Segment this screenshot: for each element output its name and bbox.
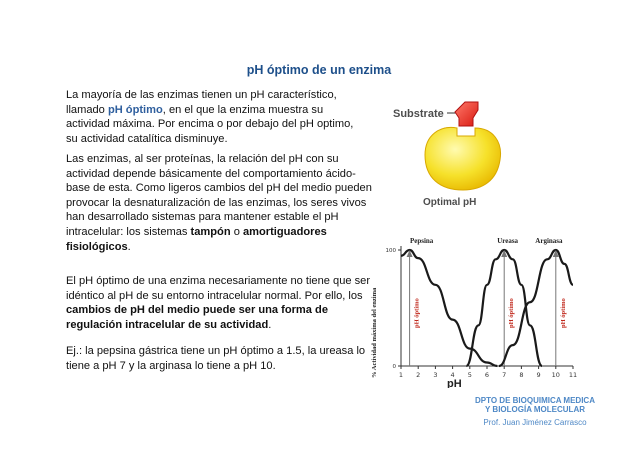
- y-tick-label: 100: [385, 248, 396, 254]
- x-tick-label: 11: [568, 371, 578, 379]
- regulation-text-1: El pH óptimo de una enzima necesariamente no tiene que ser idéntico al pH de su entorno intracelular normal. Por ello, los: [66, 275, 371, 302]
- regulation-text-2: .: [268, 318, 272, 331]
- substrate-shape: [455, 102, 478, 126]
- series-name-ureasa: Ureasa: [497, 237, 519, 245]
- x-tick-label: 7: [502, 371, 507, 379]
- x-tick-label: 5: [467, 371, 472, 379]
- page-title: pH óptimo de un enzima: [246, 63, 392, 77]
- department-line-1: DPTO DE BIOQUIMICA MEDICA: [474, 396, 595, 405]
- enzyme-illustration: [385, 90, 525, 210]
- optimum-annotation: pH óptimo: [559, 298, 567, 328]
- y-tick-label: 0: [392, 364, 396, 370]
- department-line-2: Y BIOLOGÍA MOLECULAR: [485, 405, 585, 414]
- series-name-pepsina: Pepsina: [409, 237, 434, 245]
- paragraph-intro: [66, 88, 366, 146]
- substrate-label: Substrate: [393, 108, 444, 120]
- series-name-arginasa: Arginasa: [535, 237, 563, 245]
- ph-activity-chart: [368, 230, 580, 388]
- paragraph-example: [66, 344, 372, 373]
- x-tick-label: 6: [484, 371, 490, 379]
- x-tick-label: 1: [398, 371, 404, 379]
- proteins-text-2: o: [230, 225, 243, 238]
- proteins-bold-amortiguadores: amortiguadores fisiológicos: [66, 225, 327, 253]
- x-tick-label: 9: [536, 371, 541, 379]
- regulation-bold: cambios de pH del medio puede ser una forma de regulación intracelular de su actividad: [66, 304, 328, 331]
- x-tick-label: 4: [450, 371, 455, 379]
- x-tick-label: 3: [433, 371, 438, 379]
- professor-name: Prof. Juan Jiménez Carrasco: [483, 418, 587, 427]
- paragraph-regulation: [66, 274, 372, 332]
- intro-text-1: La mayoría de las enzimas tienen un pH característico, llamado: [66, 89, 337, 116]
- x-axis-label: pH: [447, 378, 462, 388]
- x-tick-label: 8: [519, 371, 524, 379]
- optimal-ph-label: Optimal pH: [423, 197, 477, 208]
- x-tick-label: 2: [416, 371, 421, 379]
- optimum-annotation: pH óptimo: [508, 298, 516, 328]
- proteins-text-3: .: [127, 240, 131, 253]
- optimum-annotation: pH óptimo: [413, 298, 421, 328]
- y-axis-label: % Actividad máxima del enzima: [371, 287, 378, 378]
- proteins-text-1: Las enzimas, al ser proteínas, la relación del pH con su actividad depende básicamente del comportamiento ácido-base de esta. Como ligeros cambios del pH del medio pueden provocar la desnaturalización de las enzimas, los seres vivos han desarrollado sistemas para mantener estable el pH intracelular: los sistemas: [66, 153, 372, 238]
- intro-text-2: , en el que la enzima muestra su actividad máxima. Por encima o por debajo del pH optimo, su actividad catalítica disminuye.: [66, 103, 354, 145]
- enzyme-shape: [425, 127, 501, 190]
- proteins-bold-tampon: tampón: [190, 225, 231, 238]
- x-tick-label: 10: [551, 371, 560, 379]
- paragraph-proteins: [66, 152, 372, 254]
- intro-highlight-ph-optimo: pH óptimo: [107, 103, 163, 116]
- example-text: Ej.: la pepsina gástrica tiene un pH óptimo a 1.5, la ureasa lo tiene a pH 7 y la arginasa lo tiene a pH 10.: [66, 345, 366, 372]
